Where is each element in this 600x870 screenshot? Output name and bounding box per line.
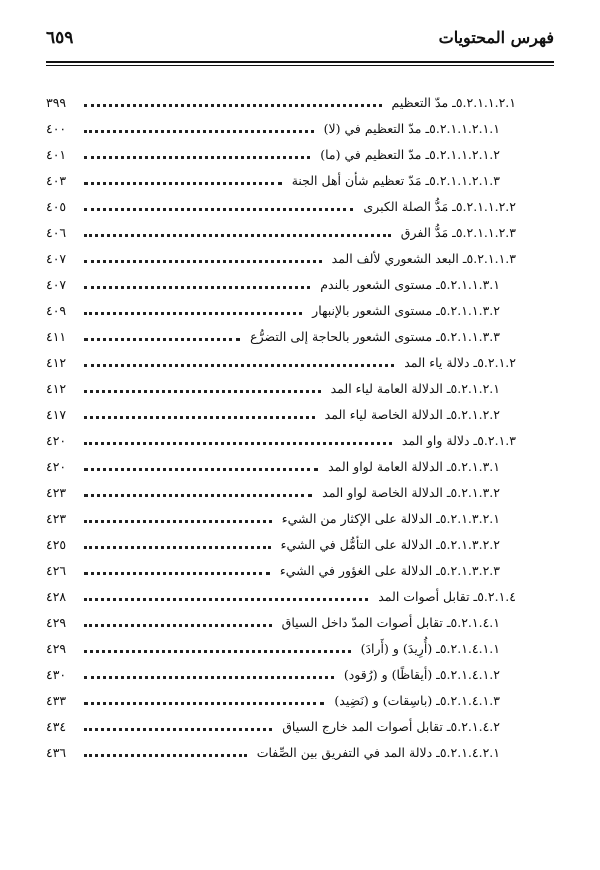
toc-entry-page: ٤٠١	[46, 146, 67, 162]
dot-leader	[84, 312, 302, 315]
toc-entry-page: ٤٠٦	[46, 224, 67, 240]
toc-entry	[46, 115, 538, 141]
toc-entry-title: ٥.٢.١.٤ـ تقابل أصوات المد	[372, 589, 516, 604]
toc-entry-title: ٥.٢.١.٤.٢ـ تقابل أصوات المد خارج السياق	[276, 719, 500, 734]
toc-entry-title: ٥.٢.١.٤.١.٢ـ (أيقاظًا) و (رُقود)	[338, 667, 500, 682]
dot-leader	[84, 156, 310, 159]
toc-entry	[46, 297, 538, 323]
dot-leader	[84, 390, 321, 393]
dot-leader	[84, 182, 282, 185]
toc-entry-page: ٤٠٩	[46, 302, 67, 318]
page-number: ٦٥٩	[46, 28, 74, 48]
toc-entry-title: ٥.٢.١.٣.٢.١ـ الدلالة على الإكثار من الشيء	[276, 511, 500, 526]
toc-entry-page: ٤٠٧	[46, 276, 67, 292]
toc-entry-page: ٤٣٤	[46, 718, 67, 734]
toc-entry-title: ٥.٢.١.١.٢.٢ـ مَدُّ الصلة الكبرى	[357, 199, 516, 214]
dot-leader	[84, 598, 368, 601]
toc-entry-title: ٥.٢.١.٢ـ دلالة ياء المد	[398, 355, 516, 370]
toc-entry	[46, 687, 538, 713]
dot-leader	[84, 442, 392, 445]
toc-entry-title: ٥.٢.١.٢.١ـ الدلالة العامة لياء المد	[325, 381, 500, 396]
dot-leader	[84, 234, 391, 237]
toc-entry-page: ٤٠٥	[46, 198, 67, 214]
toc-entry	[46, 271, 538, 297]
toc-entry	[46, 479, 538, 505]
toc-entry-title: ٥.٢.١.٣.٢ـ الدلالة الخاصة لواو المد	[316, 485, 500, 500]
toc-entry	[46, 557, 538, 583]
toc-entry-page: ٤٢٩	[46, 614, 67, 630]
dot-leader	[84, 624, 272, 627]
toc-entry	[46, 583, 538, 609]
header-rule-thin	[46, 65, 554, 66]
toc-entry	[46, 661, 538, 687]
toc-entry-page: ٤٢٠	[46, 432, 67, 448]
toc-entry	[46, 609, 538, 635]
toc-entry	[46, 167, 538, 193]
toc-entry-title: ٥.٢.١.٤.١.٣ـ (باسِقات) و (نَضِيد)	[328, 693, 500, 708]
dot-leader	[84, 702, 324, 705]
dot-leader	[84, 468, 318, 471]
toc-entry-title: ٥.٢.١.٤.١.١ـ (أُرِيدَ) و (أَرادَ)	[355, 641, 500, 656]
toc-entry-title: ٥.٢.١.١.٢.١.٣ـ مَدّ تعظيم شأن أهل الجنة	[286, 173, 500, 188]
dot-leader	[84, 104, 382, 107]
toc-entry-page: ٤٢٣	[46, 484, 67, 500]
toc-entry-page: ٤١١	[46, 328, 67, 344]
header-rule-thick	[46, 61, 554, 63]
table-of-contents	[46, 89, 538, 765]
toc-entry	[46, 739, 538, 765]
toc-entry	[46, 141, 538, 167]
toc-entry-page: ٤١٧	[46, 406, 67, 422]
toc-entry-title: ٥.٢.١.٤.٢.١ـ دلالة المد في التفريق بين الصِّفات	[251, 745, 500, 760]
toc-entry	[46, 401, 538, 427]
toc-entry-title: ٥.٢.١.٢.٢ـ الدلالة الخاصة لياء المد	[319, 407, 500, 422]
toc-entry-page: ٣٩٩	[46, 94, 67, 110]
toc-entry	[46, 375, 538, 401]
toc-entry	[46, 635, 538, 661]
toc-entry	[46, 349, 538, 375]
dot-leader	[84, 650, 351, 653]
toc-entry-title: ٥.٢.١.١.٢.١ـ مدّ التعظيم	[386, 95, 516, 110]
toc-entry-title: ٥.٢.١.٣ـ دلالة واو المد	[396, 433, 516, 448]
toc-entry-page: ٤١٢	[46, 354, 67, 370]
dot-leader	[84, 520, 272, 523]
toc-entry	[46, 245, 538, 271]
dot-leader	[84, 546, 271, 549]
toc-entry	[46, 219, 538, 245]
page-header	[46, 26, 554, 60]
toc-entry-page: ٤٠٠	[46, 120, 67, 136]
toc-entry-title: ٥.٢.١.١.٣.٢ـ مستوى الشعور بالإنبهار	[306, 303, 500, 318]
toc-entry-title: ٥.٢.١.٤.١ـ تقابل أصوات المدّ داخل السياق	[276, 615, 500, 630]
toc-entry-page: ٤٢٨	[46, 588, 67, 604]
dot-leader	[84, 260, 322, 263]
toc-entry	[46, 89, 538, 115]
dot-leader	[84, 208, 353, 211]
toc-entry	[46, 505, 538, 531]
toc-entry-page: ٤٣٣	[46, 692, 67, 708]
toc-entry-page: ٤٠٣	[46, 172, 67, 188]
toc-entry	[46, 453, 538, 479]
dot-leader	[84, 676, 334, 679]
dot-leader	[84, 572, 270, 575]
toc-entry-page: ٤٢٥	[46, 536, 67, 552]
toc-entry-page: ٤٢٩	[46, 640, 67, 656]
toc-entry-page: ٤٠٧	[46, 250, 67, 266]
dot-leader	[84, 130, 314, 133]
toc-entry-title: ٥.٢.١.١.٢.١.١ـ مدّ التعظيم في (لا)	[318, 121, 500, 136]
toc-entry	[46, 193, 538, 219]
toc-entry-title: ٥.٢.١.١.٣.٣ـ مستوى الشعور بالحاجة إلى التضرُّع	[244, 329, 500, 344]
toc-entry-title: ٥.٢.١.١.٢.٣ـ مَدُّ الفرق	[395, 225, 516, 240]
toc-entry	[46, 713, 538, 739]
toc-entry	[46, 427, 538, 453]
toc-entry	[46, 531, 538, 557]
toc-entry-page: ٤٢٠	[46, 458, 67, 474]
dot-leader	[84, 286, 310, 289]
dot-leader	[84, 754, 247, 757]
toc-entry-title: ٥.٢.١.٣.١ـ الدلالة العامة لواو المد	[322, 459, 500, 474]
toc-entry-title: ٥.٢.١.٣.٢.٢ـ الدلالة على التأمُّل في الشيء	[275, 537, 500, 552]
toc-entry-page: ٤٣٠	[46, 666, 67, 682]
toc-entry-title: ٥.٢.١.٣.٢.٣ـ الدلالة على الغؤور في الشيء	[274, 563, 500, 578]
toc-entry	[46, 323, 538, 349]
dot-leader	[84, 364, 394, 367]
toc-entry-page: ٤٢٦	[46, 562, 67, 578]
dot-leader	[84, 494, 312, 497]
dot-leader	[84, 728, 272, 731]
dot-leader	[84, 416, 315, 419]
page-title: فهرس المحتويات	[438, 28, 554, 47]
toc-entry-title: ٥.٢.١.١.٢.١.٢ـ مدّ التعظيم في (ما)	[314, 147, 500, 162]
toc-entry-page: ٤١٢	[46, 380, 67, 396]
toc-entry-page: ٤٢٣	[46, 510, 67, 526]
toc-entry-title: ٥.٢.١.١.٣.١ـ مستوى الشعور بالندم	[314, 277, 500, 292]
dot-leader	[84, 338, 240, 341]
toc-entry-page: ٤٣٦	[46, 744, 67, 760]
toc-entry-title: ٥.٢.١.١.٣ـ البعد الشعوري لألف المد	[326, 251, 516, 266]
